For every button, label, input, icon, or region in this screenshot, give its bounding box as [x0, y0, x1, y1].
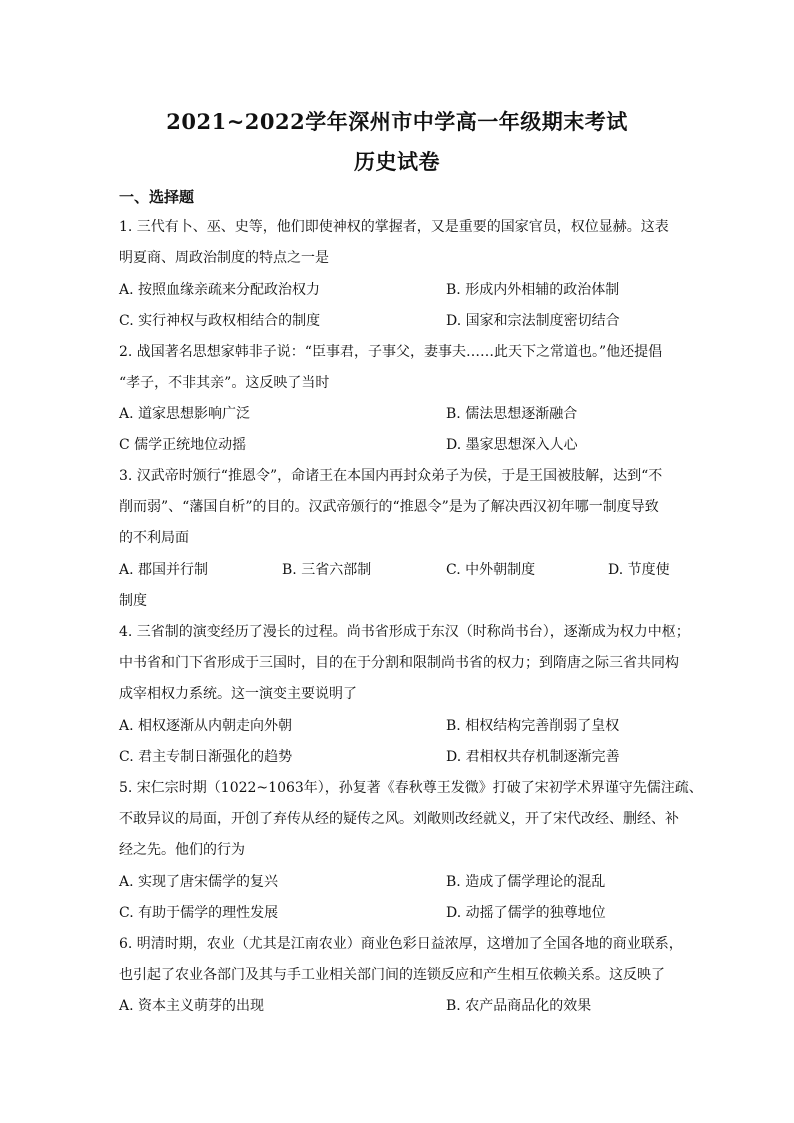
question-1-line-2: 明夏商、周政治制度的特点之一是 — [119, 250, 329, 266]
question-2-option-b: B. 儒法思想逐渐融合 — [446, 406, 578, 422]
question-3-option-b: B. 三省六部制 — [282, 562, 372, 578]
question-2-line-1: 2. 战国著名思想家韩非子说：“臣事君，子事父，妻事夫……此天下之常道也。”他还提倡 — [119, 344, 663, 360]
question-1-option-a: A. 按照血缘亲疏来分配政治权力 — [119, 282, 321, 298]
question-2-option-d: D. 墨家思想深入人心 — [446, 437, 578, 453]
question-4-line-3: 成宰相权力系统。这一演变主要说明了 — [119, 686, 357, 702]
question-5-line-2: 不敢异议的局面，开创了弃传从经的疑传之风。刘敞则改经就义，开了宋代改经、删经、补 — [119, 811, 679, 827]
question-6-line-2: 也引起了农业各部门及其与手工业相关部门间的连锁反应和产生相互依赖关系。这反映了 — [119, 967, 665, 983]
question-3-line-3: 的不利局面 — [119, 530, 189, 546]
question-1-option-b: B. 形成内外相辅的政治体制 — [446, 282, 620, 298]
question-2-option-a: A. 道家思想影响广泛 — [119, 406, 251, 422]
question-5-option-b: B. 造成了儒学理论的混乱 — [446, 874, 606, 890]
question-3-option-d-tail: 制度 — [119, 593, 147, 609]
question-1-option-d: D. 国家和宗法制度密切结合 — [446, 313, 620, 329]
question-6-line-1: 6. 明清时期，农业（尤其是江南农业）商业色彩日益浓厚，这增加了全国各地的商业联系， — [119, 936, 683, 952]
question-6-option-b: B. 农产品商品化的效果 — [446, 998, 592, 1014]
question-4-line-1: 4. 三省制的演变经历了漫长的过程。尚书省形成于东汉（时称尚书台），逐渐成为权力中枢； — [119, 624, 690, 640]
question-5-option-a: A. 实现了唐宋儒学的复兴 — [119, 874, 279, 890]
question-3-option-d: D. 节度使 — [608, 562, 670, 578]
question-2-line-2: “孝子，不非其亲”。这反映了当时 — [119, 375, 330, 391]
question-4-option-d: D. 君相权共存机制逐渐完善 — [446, 749, 620, 765]
section-heading: 一、选择题 — [119, 188, 195, 206]
question-5-line-1: 5. 宋仁宗时期（1022~1063年），孙复著《春秋尊王发微》打破了宋初学术界谨守先儒注疏、 — [119, 780, 703, 796]
question-4-line-2: 中书省和门下省形成于三国时，目的在于分割和限制尚书省的权力；到隋唐之际三省共同构 — [119, 655, 679, 671]
question-5-option-d: D. 动摇了儒学的独尊地位 — [446, 905, 606, 921]
question-5-line-3: 经之先。他们的行为 — [119, 842, 245, 858]
question-1-line-1: 1. 三代有卜、巫、史等，他们即使神权的掌握者，又是重要的国家官员，权位显赫。这表 — [119, 219, 669, 235]
question-3-option-c: C. 中外朝制度 — [446, 562, 536, 578]
exam-title: 2021~2022学年深州市中学高一年级期末考试 — [166, 109, 628, 134]
question-3-line-1: 3. 汉武帝时颁行“推恩令”，命诸王在本国内再封众弟子为侯，于是王国被肢解，达到“不 — [119, 468, 663, 484]
question-6-option-a: A. 资本主义萌芽的出现 — [119, 998, 265, 1014]
question-3-option-a: A. 郡国并行制 — [119, 562, 209, 578]
question-5-option-c: C. 有助于儒学的理性发展 — [119, 905, 279, 921]
question-4-option-b: B. 相权结构完善削弱了皇权 — [446, 718, 620, 734]
exam-subtitle: 历史试卷 — [354, 149, 440, 174]
question-4-option-c: C. 君主专制日渐强化的趋势 — [119, 749, 293, 765]
question-2-option-c: C 儒学正统地位动摇 — [119, 437, 247, 453]
question-1-option-c: C. 实行神权与政权相结合的制度 — [119, 313, 321, 329]
question-4-option-a: A. 相权逐渐从内朝走向外朝 — [119, 718, 293, 734]
question-3-line-2: 削而弱”、“藩国自析”的目的。汉武帝颁行的“推恩令”是为了解决西汉初年哪一制度导致 — [119, 499, 659, 515]
